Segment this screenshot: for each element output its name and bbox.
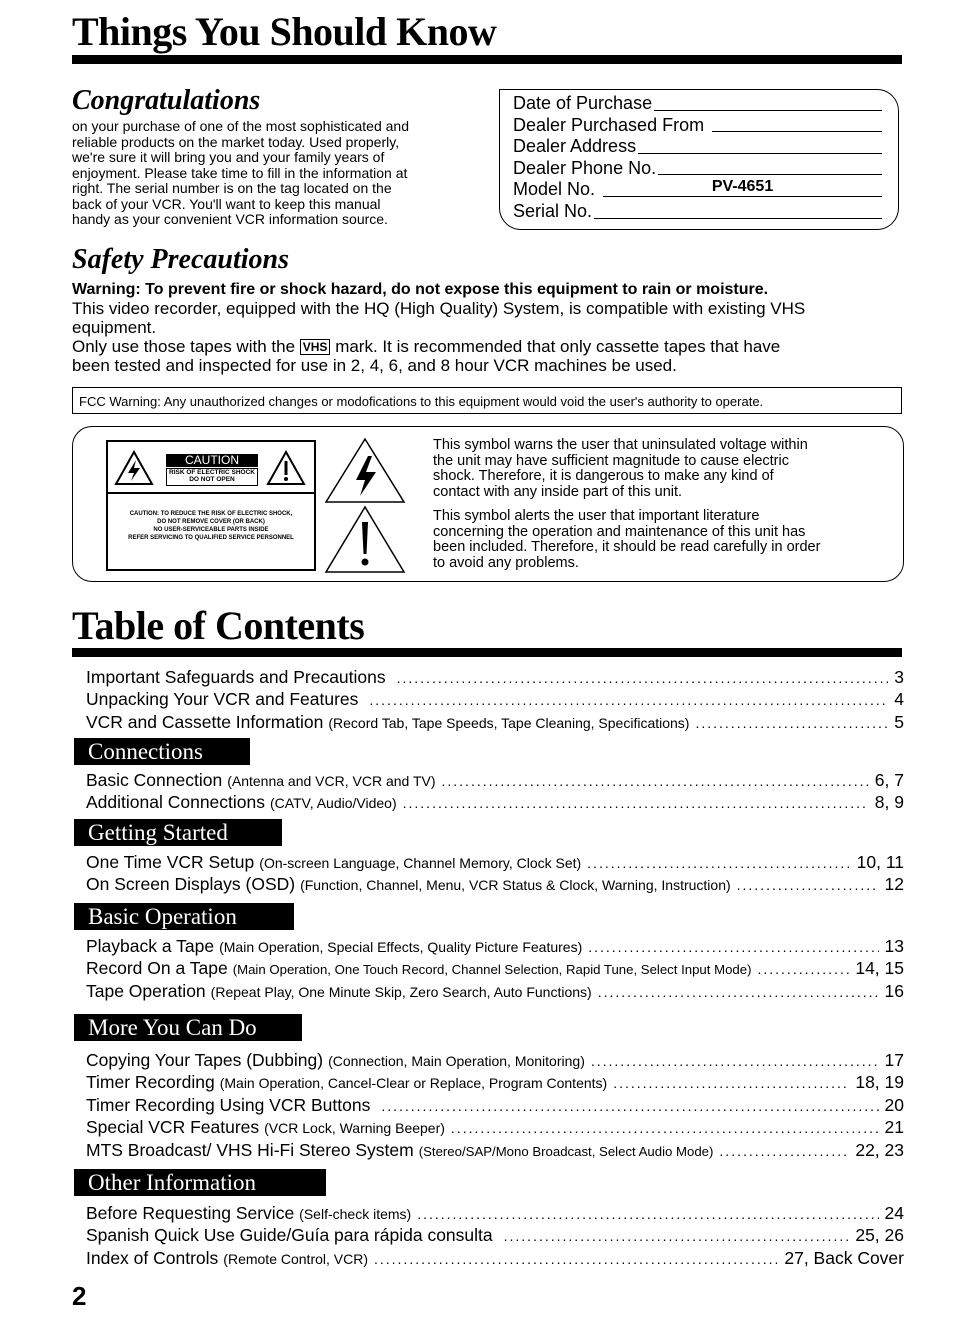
info-row-date [513, 93, 882, 115]
toc-entry[interactable]: Tape Operation (Repeat Play, One Minute Skip, Zero Search, Auto Functions) ..... 16 [86, 981, 904, 1003]
info-label: Dealer Phone No. [513, 157, 657, 178]
toc-entry[interactable]: Before Requesting Service (Self-check items) ..... 24 [86, 1203, 904, 1225]
toc-entry[interactable]: Index of Controls (Remote Control, VCR) ..... 27, Back Cover [86, 1248, 904, 1270]
title-rule [72, 55, 902, 64]
toc-entry[interactable]: Important Safeguards and Precautions ..... 3 [86, 667, 904, 689]
toc-entry[interactable]: Timer Recording Using VCR Buttons ..... 20 [86, 1095, 904, 1117]
congrats-line: we're sure it will bring you and your family years of [72, 149, 385, 165]
congrats-line: right. The serial number is on the tag located on the [72, 180, 392, 196]
section-getting-started: Getting Started [74, 819, 282, 846]
safety-line: Only use those tapes with the VHS mark. It is recommended that only cassette tapes that have [72, 337, 781, 356]
page-title: Things You Should Know [72, 9, 497, 54]
toc-entry[interactable]: Additional Connections (CATV, Audio/Video) ..... 8, 9 [86, 792, 904, 814]
vhs-logo: VHS [300, 339, 331, 355]
info-value-line[interactable] [654, 93, 882, 111]
info-value-line[interactable] [658, 158, 882, 176]
info-value-line[interactable] [712, 115, 882, 133]
info-value-line[interactable] [594, 201, 882, 219]
info-row-dealer [513, 115, 882, 137]
fcc-warning-box: FCC Warning: Any unauthorized changes or modofications to this equipment would void the user's authority to operate. [72, 387, 902, 414]
congrats-line: handy as your convenient VCR information source. [72, 211, 388, 227]
caution-divider [108, 492, 314, 494]
toc-entry[interactable]: Special VCR Features (VCR Lock, Warning Beeper) ..... 21 [86, 1117, 904, 1139]
safety-text [72, 280, 912, 375]
info-label: Model No. [513, 179, 596, 200]
info-label: Dealer Purchased From [513, 114, 705, 135]
congrats-line: on your purchase of one of the most sophisticated and [72, 118, 409, 134]
congratulations-text [72, 119, 482, 228]
caution-title: CAUTION [166, 454, 258, 467]
info-label: Dealer Address [513, 136, 637, 157]
safety-line: This video recorder, equipped with the HQ (High Quality) System, is compatible with existing VHS [72, 299, 806, 318]
alert-symbol-text: This symbol alerts the user that important literature concerning the operation and maintenance of this unit has been included. Therefore, it should be read carefully in order to avoid any problems. [433, 508, 821, 571]
page-number: 2 [72, 1281, 87, 1311]
toc-basic-operation-items [86, 936, 904, 1003]
section-more-you-can-do: More You Can Do [74, 1014, 302, 1041]
toc-more-items [86, 1050, 904, 1162]
section-connections: Connections [74, 738, 250, 765]
section-other-information: Other Information [74, 1169, 326, 1196]
toc-connections-items [86, 770, 904, 815]
congrats-line: reliable products on the market today. Used properly, [72, 133, 400, 150]
info-row-model [513, 179, 882, 201]
toc-entry[interactable]: VCR and Cassette Information (Record Tab, Tape Speeds, Tape Cleaning, Specifications) ..... 5 [86, 712, 904, 734]
safety-line: equipment. [72, 318, 157, 337]
section-basic-operation: Basic Operation [74, 903, 294, 930]
toc-entry[interactable]: Basic Connection (Antenna and VCR, VCR and TV) ..... 6, 7 [86, 770, 904, 792]
toc-getting-started-items [86, 852, 904, 897]
info-row-serial [513, 201, 882, 223]
congrats-line: back of your VCR. You'll want to keep this manual [72, 195, 381, 212]
info-row-address [513, 136, 882, 158]
info-label: Serial No. [513, 200, 593, 221]
toc-entry[interactable]: Playback a Tape (Main Operation, Special Effects, Quality Picture Features) ..... 13 [86, 936, 904, 958]
info-row-phone [513, 158, 882, 180]
congratulations-heading: Congratulations [72, 85, 261, 116]
toc-other-items [86, 1203, 904, 1270]
toc-rule [72, 648, 902, 657]
shock-symbol-text: This symbol warns the user that uninsulated voltage within the unit may have sufficient magnitude to cause electric shock. Therefore, it is dangerous to make any kind of contact with any inside part of this unit. [433, 437, 808, 500]
caution-subbox: RISK OF ELECTRIC SHOCK DO NOT OPEN [166, 468, 258, 486]
toc-entry[interactable]: Unpacking Your VCR and Features ..... 4 [86, 689, 904, 711]
info-value-line[interactable] [638, 136, 882, 154]
toc-entry[interactable]: Spanish Quick Use Guide/Guía para rápida consulta ..... 25, 26 [86, 1225, 904, 1247]
toc-entry[interactable]: Timer Recording (Main Operation, Cancel-Clear or Replace, Program Contents) ..... 18, 19 [86, 1072, 904, 1094]
toc-title: Table of Contents [72, 603, 365, 648]
toc-entry[interactable]: Record On a Tape (Main Operation, One Touch Record, Channel Selection, Rapid Tune, Select Input Mode) ..... 14, 15 [86, 958, 904, 980]
safety-line: been tested and inspected for use in 2, 4, 6, and 8 hour VCR machines be used. [72, 356, 677, 375]
purchase-info-box [499, 89, 899, 230]
congrats-line: enjoyment. Please take time to fill in the information at [72, 164, 408, 181]
lightning-triangle-icon [114, 450, 154, 486]
toc-entry[interactable]: On Screen Displays (OSD) (Function, Channel, Menu, VCR Status & Clock, Warning, Instruction) ..... 12 [86, 874, 904, 896]
exclamation-triangle-icon [266, 450, 306, 486]
caution-label [106, 440, 316, 571]
exclamation-symbol-icon [322, 504, 408, 576]
toc-intro [86, 667, 904, 734]
toc-entry[interactable]: One Time VCR Setup (On-screen Language, Channel Memory, Clock Set) ..... 10, 11 [86, 852, 904, 874]
lightning-symbol-icon [322, 436, 408, 506]
caution-text: CAUTION: TO REDUCE THE RISK OF ELECTRIC SHOCK, DO NOT REMOVE COVER (OR BACK) NO USER-SERVICEABLE PARTS INSIDE REFER SERVICING TO QUALIFIED SERVICE PERSONNEL [128, 511, 294, 541]
safety-heading: Safety Precautions [72, 244, 289, 275]
safety-warning: Warning: To prevent fire or shock hazard, do not expose this equipment to rain or moisture. [72, 281, 769, 298]
info-value-line[interactable]: PV-4651 [603, 179, 882, 197]
toc-entry[interactable]: MTS Broadcast/ VHS Hi-Fi Stereo System (Stereo/SAP/Mono Broadcast, Select Audio Mode) ..... 22, 23 [86, 1140, 904, 1162]
toc-entry[interactable]: Copying Your Tapes (Dubbing) (Connection, Main Operation, Monitoring) ..... 17 [86, 1050, 904, 1072]
info-label: Date of Purchase [513, 93, 653, 113]
